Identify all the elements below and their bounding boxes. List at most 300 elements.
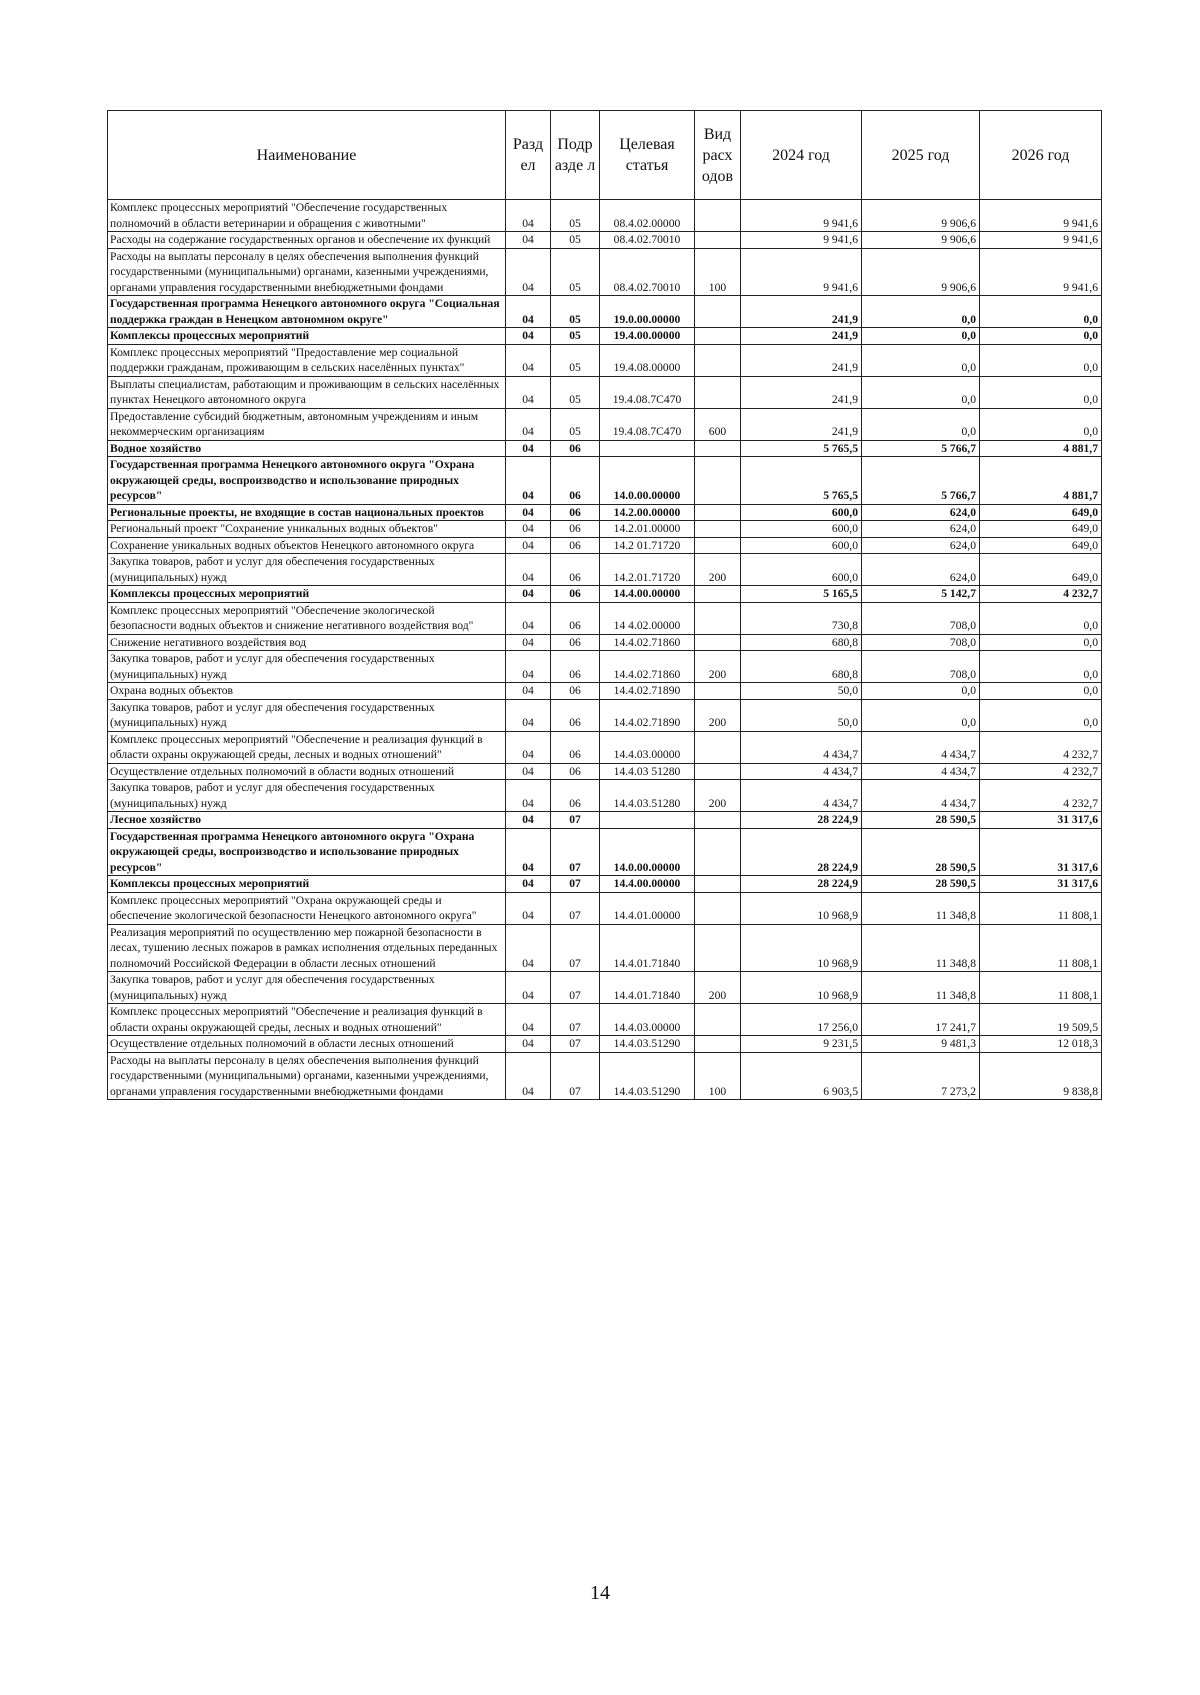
table-body (108, 200, 1102, 1100)
table-row (108, 924, 1102, 972)
cell-razdel: 04 (506, 537, 551, 554)
cell-2025: 9 906,6 (862, 232, 980, 249)
cell-razdel: 04 (506, 763, 551, 780)
cell-2026: 9 838,8 (980, 1052, 1102, 1100)
cell-vid: 600 (695, 408, 741, 440)
cell-vid (695, 828, 741, 876)
cell-article: 19.4.08.7С470 (600, 408, 695, 440)
cell-2024: 5 765,5 (741, 457, 862, 505)
cell-2026: 12 018,3 (980, 1036, 1102, 1053)
header-razdel: Разд ел (506, 111, 551, 200)
cell-article: 14.4.01.71840 (600, 972, 695, 1004)
table-row (108, 812, 1102, 829)
cell-2025: 0,0 (862, 683, 980, 700)
cell-2025: 11 348,8 (862, 924, 980, 972)
cell-article: 14.4.02.71890 (600, 683, 695, 700)
cell-vid (695, 731, 741, 763)
cell-name: Государственная программа Ненецкого автономного округа "Охрана окружающей среды, воспроизводство и использование природных ресурсов" (108, 828, 506, 876)
cell-2025: 624,0 (862, 537, 980, 554)
cell-podrazdel: 05 (551, 296, 600, 328)
table-row (108, 763, 1102, 780)
cell-article: 14.4.03.00000 (600, 731, 695, 763)
cell-razdel: 04 (506, 828, 551, 876)
cell-name: Комплекс процессных мероприятий "Обеспечение экологической безопасности водных объектов и снижение негативного воздействия вод" (108, 602, 506, 634)
cell-2025: 708,0 (862, 602, 980, 634)
cell-2024: 4 434,7 (741, 780, 862, 812)
cell-2024: 17 256,0 (741, 1004, 862, 1036)
cell-name: Государственная программа Ненецкого автономного округа "Социальная поддержка граждан в Ненецком автономном округе" (108, 296, 506, 328)
table-row (108, 892, 1102, 924)
cell-vid (695, 504, 741, 521)
cell-2024: 241,9 (741, 376, 862, 408)
cell-article: 14.0.00.00000 (600, 457, 695, 505)
table-row (108, 651, 1102, 683)
cell-podrazdel: 07 (551, 972, 600, 1004)
cell-name: Закупка товаров, работ и услуг для обеспечения государственных (муниципальных) нужд (108, 651, 506, 683)
table-row (108, 248, 1102, 296)
cell-podrazdel: 07 (551, 876, 600, 893)
table-row (108, 1004, 1102, 1036)
cell-2025: 624,0 (862, 521, 980, 538)
cell-razdel: 04 (506, 232, 551, 249)
cell-2024: 600,0 (741, 504, 862, 521)
cell-podrazdel: 06 (551, 699, 600, 731)
cell-razdel: 04 (506, 924, 551, 972)
cell-podrazdel: 06 (551, 440, 600, 457)
cell-2025: 4 434,7 (862, 763, 980, 780)
table-row (108, 328, 1102, 345)
cell-name: Комплексы процессных мероприятий (108, 586, 506, 603)
cell-name: Снижение негативного воздействия вод (108, 634, 506, 651)
cell-2024: 730,8 (741, 602, 862, 634)
cell-2026: 0,0 (980, 634, 1102, 651)
cell-razdel: 04 (506, 892, 551, 924)
cell-2026: 0,0 (980, 602, 1102, 634)
table-row (108, 296, 1102, 328)
table-row (108, 537, 1102, 554)
cell-2026: 4 232,7 (980, 763, 1102, 780)
cell-podrazdel: 05 (551, 328, 600, 345)
cell-2025: 5 142,7 (862, 586, 980, 603)
cell-razdel: 04 (506, 812, 551, 829)
cell-podrazdel: 05 (551, 344, 600, 376)
cell-2024: 50,0 (741, 683, 862, 700)
cell-2025: 0,0 (862, 376, 980, 408)
cell-podrazdel: 07 (551, 1036, 600, 1053)
cell-podrazdel: 07 (551, 1052, 600, 1100)
cell-article: 14.2 01.71720 (600, 537, 695, 554)
cell-vid: 200 (695, 554, 741, 586)
cell-vid (695, 634, 741, 651)
cell-podrazdel: 06 (551, 634, 600, 651)
cell-razdel: 04 (506, 554, 551, 586)
cell-2026: 649,0 (980, 504, 1102, 521)
table-row (108, 699, 1102, 731)
cell-article: 14.4.03.51290 (600, 1036, 695, 1053)
cell-2024: 241,9 (741, 296, 862, 328)
cell-2024: 600,0 (741, 537, 862, 554)
table-row (108, 504, 1102, 521)
cell-2025: 28 590,5 (862, 828, 980, 876)
cell-vid (695, 892, 741, 924)
cell-vid: 200 (695, 699, 741, 731)
cell-name: Комплекс процессных мероприятий "Обеспечение и реализация функций в области охраны окружающей среды, лесных и водных отношений" (108, 731, 506, 763)
cell-2024: 4 434,7 (741, 763, 862, 780)
cell-2025: 17 241,7 (862, 1004, 980, 1036)
cell-2025: 0,0 (862, 408, 980, 440)
cell-2024: 600,0 (741, 521, 862, 538)
cell-name: Водное хозяйство (108, 440, 506, 457)
cell-vid (695, 296, 741, 328)
cell-article: 14.4.02.71890 (600, 699, 695, 731)
cell-2024: 5 165,5 (741, 586, 862, 603)
cell-vid (695, 1036, 741, 1053)
cell-razdel: 04 (506, 972, 551, 1004)
cell-razdel: 04 (506, 504, 551, 521)
cell-razdel: 04 (506, 586, 551, 603)
cell-razdel: 04 (506, 344, 551, 376)
cell-podrazdel: 07 (551, 828, 600, 876)
table-row (108, 521, 1102, 538)
cell-name: Комплексы процессных мероприятий (108, 876, 506, 893)
cell-vid (695, 763, 741, 780)
cell-name: Расходы на выплаты персоналу в целях обеспечения выполнения функций государственными (муниципальными) органами, казенными учреждениями, органами управления государственными внебюджетными фондами (108, 1052, 506, 1100)
cell-2025: 0,0 (862, 328, 980, 345)
cell-podrazdel: 05 (551, 232, 600, 249)
cell-2026: 19 509,5 (980, 1004, 1102, 1036)
cell-2026: 11 808,1 (980, 892, 1102, 924)
header-row (108, 111, 1102, 200)
cell-article: 19.4.08.00000 (600, 344, 695, 376)
cell-2026: 4 232,7 (980, 780, 1102, 812)
cell-podrazdel: 06 (551, 586, 600, 603)
cell-razdel: 04 (506, 200, 551, 232)
cell-2026: 0,0 (980, 651, 1102, 683)
cell-2024: 10 968,9 (741, 924, 862, 972)
cell-article: 19.0.00.00000 (600, 296, 695, 328)
header-name: Наименование (108, 111, 506, 200)
cell-name: Комплексы процессных мероприятий (108, 328, 506, 345)
table-row (108, 972, 1102, 1004)
cell-2025: 5 766,7 (862, 457, 980, 505)
cell-article: 19.4.00.00000 (600, 328, 695, 345)
table-row (108, 780, 1102, 812)
cell-vid (695, 812, 741, 829)
header-2024: 2024 год (741, 111, 862, 200)
cell-vid (695, 521, 741, 538)
cell-vid (695, 602, 741, 634)
cell-2024: 241,9 (741, 408, 862, 440)
cell-2026: 9 941,6 (980, 248, 1102, 296)
cell-2024: 680,8 (741, 634, 862, 651)
cell-2025: 5 766,7 (862, 440, 980, 457)
cell-vid (695, 1004, 741, 1036)
cell-name: Сохранение уникальных водных объектов Ненецкого автономного округа (108, 537, 506, 554)
cell-name: Региональный проект "Сохранение уникальных водных объектов" (108, 521, 506, 538)
cell-vid (695, 200, 741, 232)
cell-razdel: 04 (506, 376, 551, 408)
cell-name: Государственная программа Ненецкого автономного округа "Охрана окружающей среды, воспроизводство и использование природных ресурсов" (108, 457, 506, 505)
cell-2026: 31 317,6 (980, 828, 1102, 876)
cell-2026: 0,0 (980, 683, 1102, 700)
cell-2026: 11 808,1 (980, 972, 1102, 1004)
table-row (108, 634, 1102, 651)
cell-2025: 0,0 (862, 699, 980, 731)
cell-2024: 28 224,9 (741, 876, 862, 893)
cell-name: Закупка товаров, работ и услуг для обеспечения государственных (муниципальных) нужд (108, 972, 506, 1004)
cell-2024: 28 224,9 (741, 828, 862, 876)
cell-article: 14 4.02.00000 (600, 602, 695, 634)
cell-2024: 600,0 (741, 554, 862, 586)
cell-podrazdel: 07 (551, 1004, 600, 1036)
cell-2025: 4 434,7 (862, 780, 980, 812)
cell-2025: 11 348,8 (862, 972, 980, 1004)
cell-razdel: 04 (506, 876, 551, 893)
cell-article: 14.2.01.00000 (600, 521, 695, 538)
table-row (108, 457, 1102, 505)
cell-name: Закупка товаров, работ и услуг для обеспечения государственных (муниципальных) нужд (108, 699, 506, 731)
table-row (108, 344, 1102, 376)
cell-2026: 31 317,6 (980, 812, 1102, 829)
cell-razdel: 04 (506, 699, 551, 731)
table-row (108, 376, 1102, 408)
cell-2026: 4 232,7 (980, 586, 1102, 603)
cell-article: 14.4.01.71840 (600, 924, 695, 972)
cell-vid (695, 876, 741, 893)
cell-2024: 4 434,7 (741, 731, 862, 763)
cell-name: Комплекс процессных мероприятий "Охрана окружающей среды и обеспечение экологической безопасности Ненецкого автономного округа" (108, 892, 506, 924)
cell-name: Реализация мероприятий по осуществлению мер пожарной безопасности в лесах, тушению лесных пожаров в рамках исполнения отдельных переданных полномочий Российской Федерации в области лесных отношений (108, 924, 506, 972)
cell-article: 14.4.02.71860 (600, 651, 695, 683)
cell-vid: 200 (695, 780, 741, 812)
cell-podrazdel: 06 (551, 537, 600, 554)
cell-razdel: 04 (506, 408, 551, 440)
cell-name: Предоставление субсидий бюджетным, автономным учреждениям и иным некоммерческим организациям (108, 408, 506, 440)
cell-2026: 0,0 (980, 296, 1102, 328)
cell-name: Осуществление отдельных полномочий в области лесных отношений (108, 1036, 506, 1053)
cell-article: 08.4.02.70010 (600, 232, 695, 249)
cell-2025: 28 590,5 (862, 812, 980, 829)
cell-vid (695, 232, 741, 249)
cell-2026: 649,0 (980, 554, 1102, 586)
table-row (108, 876, 1102, 893)
cell-2025: 9 906,6 (862, 248, 980, 296)
cell-razdel: 04 (506, 440, 551, 457)
cell-razdel: 04 (506, 780, 551, 812)
cell-name: Расходы на выплаты персоналу в целях обеспечения выполнения функций государственными (муниципальными) органами, казенными учреждениями, органами управления государственными внебюджетными фондами (108, 248, 506, 296)
cell-2026: 11 808,1 (980, 924, 1102, 972)
cell-podrazdel: 06 (551, 683, 600, 700)
table-row (108, 683, 1102, 700)
cell-podrazdel: 07 (551, 892, 600, 924)
cell-2025: 708,0 (862, 634, 980, 651)
cell-name: Региональные проекты, не входящие в состав национальных проектов (108, 504, 506, 521)
table-row (108, 232, 1102, 249)
cell-2024: 10 968,9 (741, 892, 862, 924)
cell-podrazdel: 05 (551, 248, 600, 296)
cell-razdel: 04 (506, 248, 551, 296)
cell-2026: 0,0 (980, 408, 1102, 440)
cell-2026: 4 232,7 (980, 731, 1102, 763)
header-article: Целевая статья (600, 111, 695, 200)
cell-2026: 9 941,6 (980, 200, 1102, 232)
cell-2024: 680,8 (741, 651, 862, 683)
cell-podrazdel: 06 (551, 651, 600, 683)
table-row (108, 1036, 1102, 1053)
cell-2025: 28 590,5 (862, 876, 980, 893)
cell-article (600, 440, 695, 457)
cell-article: 14.4.00.00000 (600, 586, 695, 603)
cell-article: 14.4.00.00000 (600, 876, 695, 893)
cell-name: Закупка товаров, работ и услуг для обеспечения государственных (муниципальных) нужд (108, 554, 506, 586)
cell-2024: 9 941,6 (741, 232, 862, 249)
cell-name: Расходы на содержание государственных органов и обеспечение их функций (108, 232, 506, 249)
cell-article (600, 812, 695, 829)
cell-article: 14.0.00.00000 (600, 828, 695, 876)
cell-razdel: 04 (506, 1004, 551, 1036)
table-row (108, 554, 1102, 586)
cell-vid (695, 683, 741, 700)
cell-2025: 9 906,6 (862, 200, 980, 232)
cell-2024: 9 941,6 (741, 248, 862, 296)
header-2026: 2026 год (980, 111, 1102, 200)
cell-article: 14.4.02.71860 (600, 634, 695, 651)
cell-2026: 649,0 (980, 537, 1102, 554)
cell-article: 14.4.03.51280 (600, 780, 695, 812)
cell-name: Закупка товаров, работ и услуг для обеспечения государственных (муниципальных) нужд (108, 780, 506, 812)
cell-2024: 6 903,5 (741, 1052, 862, 1100)
cell-vid: 200 (695, 651, 741, 683)
cell-2024: 28 224,9 (741, 812, 862, 829)
table-row (108, 440, 1102, 457)
cell-vid (695, 376, 741, 408)
cell-article: 14.4.01.00000 (600, 892, 695, 924)
cell-2026: 0,0 (980, 699, 1102, 731)
cell-2025: 9 481,3 (862, 1036, 980, 1053)
cell-2025: 708,0 (862, 651, 980, 683)
cell-article: 14.4.03.00000 (600, 1004, 695, 1036)
header-vid: Вид расх одов (695, 111, 741, 200)
cell-article: 08.4.02.00000 (600, 200, 695, 232)
table-row (108, 828, 1102, 876)
cell-2026: 649,0 (980, 521, 1102, 538)
cell-2026: 4 881,7 (980, 440, 1102, 457)
table-row (108, 200, 1102, 232)
cell-2024: 50,0 (741, 699, 862, 731)
cell-2026: 0,0 (980, 376, 1102, 408)
cell-2025: 624,0 (862, 554, 980, 586)
header-podrazdel: Подр азде л (551, 111, 600, 200)
cell-podrazdel: 07 (551, 924, 600, 972)
cell-name: Комплекс процессных мероприятий "Обеспечение государственных полномочий в области ветеринарии и обращения с животными" (108, 200, 506, 232)
cell-podrazdel: 05 (551, 408, 600, 440)
cell-2025: 0,0 (862, 296, 980, 328)
cell-name: Лесное хозяйство (108, 812, 506, 829)
table-row (108, 731, 1102, 763)
cell-podrazdel: 06 (551, 457, 600, 505)
budget-table (107, 110, 1102, 1100)
cell-razdel: 04 (506, 521, 551, 538)
cell-article: 14.4.03 51280 (600, 763, 695, 780)
cell-2026: 0,0 (980, 344, 1102, 376)
cell-article: 14.2.01.71720 (600, 554, 695, 586)
cell-vid (695, 457, 741, 505)
cell-2024: 241,9 (741, 328, 862, 345)
cell-name: Осуществление отдельных полномочий в области водных отношений (108, 763, 506, 780)
cell-podrazdel: 06 (551, 763, 600, 780)
cell-vid: 100 (695, 1052, 741, 1100)
cell-2025: 7 273,2 (862, 1052, 980, 1100)
table-header (108, 111, 1102, 200)
cell-razdel: 04 (506, 651, 551, 683)
cell-vid (695, 440, 741, 457)
cell-name: Комплекс процессных мероприятий "Обеспечение и реализация функций в области охраны окружающей среды, лесных и водных отношений" (108, 1004, 506, 1036)
cell-2024: 9 941,6 (741, 200, 862, 232)
cell-vid: 100 (695, 248, 741, 296)
cell-article: 08.4.02.70010 (600, 248, 695, 296)
cell-2025: 0,0 (862, 344, 980, 376)
cell-2026: 0,0 (980, 328, 1102, 345)
cell-podrazdel: 06 (551, 504, 600, 521)
cell-2024: 9 231,5 (741, 1036, 862, 1053)
cell-name: Комплекс процессных мероприятий "Предоставление мер социальной поддержки гражданам, проживающим в сельских населённых пунктах" (108, 344, 506, 376)
cell-2024: 241,9 (741, 344, 862, 376)
cell-2026: 31 317,6 (980, 876, 1102, 893)
cell-vid: 200 (695, 972, 741, 1004)
cell-article: 14.2.00.00000 (600, 504, 695, 521)
cell-razdel: 04 (506, 731, 551, 763)
cell-name: Охрана водных объектов (108, 683, 506, 700)
cell-podrazdel: 06 (551, 731, 600, 763)
cell-razdel: 04 (506, 1052, 551, 1100)
cell-podrazdel: 06 (551, 602, 600, 634)
cell-podrazdel: 06 (551, 780, 600, 812)
cell-razdel: 04 (506, 296, 551, 328)
cell-vid (695, 344, 741, 376)
cell-razdel: 04 (506, 683, 551, 700)
table-row (108, 1052, 1102, 1100)
page-number: 14 (590, 1582, 610, 1604)
cell-razdel: 04 (506, 634, 551, 651)
cell-article: 19.4.08.7С470 (600, 376, 695, 408)
cell-podrazdel: 05 (551, 376, 600, 408)
header-2025: 2025 год (862, 111, 980, 200)
cell-podrazdel: 07 (551, 812, 600, 829)
cell-podrazdel: 06 (551, 554, 600, 586)
cell-podrazdel: 06 (551, 521, 600, 538)
cell-2024: 5 765,5 (741, 440, 862, 457)
cell-article: 14.4.03.51290 (600, 1052, 695, 1100)
cell-vid (695, 586, 741, 603)
cell-name: Выплаты специалистам, работающим и проживающим в сельских населённых пунктах Ненецкого автономного округа (108, 376, 506, 408)
cell-2025: 11 348,8 (862, 892, 980, 924)
cell-vid (695, 924, 741, 972)
cell-razdel: 04 (506, 328, 551, 345)
cell-2025: 624,0 (862, 504, 980, 521)
cell-razdel: 04 (506, 602, 551, 634)
cell-2024: 10 968,9 (741, 972, 862, 1004)
cell-vid (695, 328, 741, 345)
cell-razdel: 04 (506, 1036, 551, 1053)
cell-2026: 9 941,6 (980, 232, 1102, 249)
table-row (108, 408, 1102, 440)
cell-razdel: 04 (506, 457, 551, 505)
cell-2026: 4 881,7 (980, 457, 1102, 505)
cell-2025: 4 434,7 (862, 731, 980, 763)
cell-podrazdel: 05 (551, 200, 600, 232)
cell-vid (695, 537, 741, 554)
table-row (108, 602, 1102, 634)
